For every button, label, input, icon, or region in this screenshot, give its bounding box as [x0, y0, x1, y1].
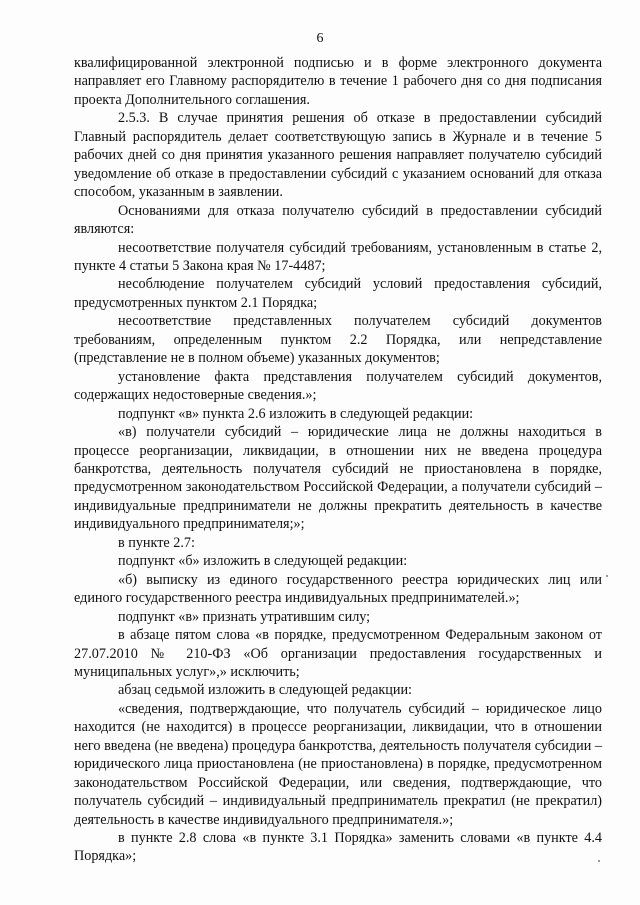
paragraph-abzac-7-text: «сведения, подтверждающие, что получатель субсидий – юридическое лицо находится (не находится) в процессе реорганизации, ликвидации, что в отношении него введена (не введена) процедура банкротства, деятельность получателя субсидии – юридического лица приостановлена (не приостановлена) в порядке, предусмотренном законодательством Российской Федерации, или сведения, подтверждающие, что получатель субсидий – индивидуальный предприниматель прекратил (не прекратил) деятельность в качестве индивидуального предпринимателя.»;	[74, 700, 602, 828]
paragraph-2-7-heading: в пункте 2.7:	[118, 534, 195, 551]
page-number: 6	[316, 31, 324, 46]
scan-speck	[606, 575, 608, 577]
paragraph-ground-3: несоответствие представленных получателем субсидий документов требованиям, определенным пунктом 2.2 Порядка, или непредставление (представление не в полном объеме) указанных документов;	[74, 313, 602, 367]
paragraph-ground-4: установление факта представления получателем субсидий документов, содержащих недостоверные сведения.»;	[74, 368, 602, 404]
paragraph-ground-2: несоблюдение получателем субсидий условий предоставления субсидий, предусмотренных пунктом 2.1 Порядка;	[74, 276, 602, 311]
paragraph-continuation: квалифицированной электронной подписью и в форме электронного документа направляет его Главному распорядителю в течение 1 рабочего дня со дня подписания проекта Дополнительного соглашения.	[74, 55, 602, 108]
paragraph-2-5-3: 2.5.3. В случае принятия решения об отказе в предоставлении субсидий Главный распорядитель делает соответствующую запись в Журнале и в течение 5 рабочих дней со дня принятия указанного решения направляет получателю субсидий уведомление об отказе в предоставлении субсидий с указанием оснований для отказа способом, указанным в заявлении.	[74, 110, 602, 201]
paragraph-abzac-7-heading: абзац седьмой изложить в следующей редакции:	[118, 682, 413, 699]
paragraph-ground-1: несоответствие получателя субсидий требованиям, установленным в статье 2, пункте 4 статьи 5 Закона края № 17-4487;	[74, 239, 602, 274]
paragraph-2-8: в пункте 2.8 слова «в пункте 3.1 Порядка» заменить словами «в пункте 4.4 Порядка»;	[74, 830, 602, 865]
paragraph-abzac-5: в абзаце пятом слова «в порядке, предусмотренном Федеральным законом от 27.07.2010 № 210-ФЗ «Об организации предоставления государственных и муниципальных услуг»,» исключить;	[74, 627, 602, 680]
paragraph-2-7-b-heading: подпункт «б» изложить в следующей редакции:	[118, 553, 408, 570]
paragraph-2-6-v-text: «в) получатели субсидий – юридические лица не должны находиться в процессе реорганизации, ликвидации, в отношении них не введена процедура банкротства, деятельность получателя субсидий не приостановлена в порядке, предусмотренном законодательством Российской Федерации, а получатели субсидий – индивидуальные предприниматели не должны прекратить деятельность в качестве индивидуального предпринимателя;»;	[74, 424, 602, 533]
paragraph-refusal-grounds-intro: Основаниями для отказа получателю субсидий в предоставлении субсидий являются:	[74, 202, 602, 238]
paragraph-2-6-heading: подпункт «в» пункта 2.6 изложить в следующей редакции:	[118, 405, 474, 422]
document-body	[74, 54, 602, 866]
paragraph-2-7-b-text: «б) выписку из единого государственного реестра юридических лиц или единого государственного реестра индивидуальных предпринимателей.»;	[74, 571, 602, 607]
paragraph-2-7-v-repeal: подпункт «в» признать утратившим силу;	[118, 608, 371, 625]
scan-speck	[598, 860, 600, 862]
